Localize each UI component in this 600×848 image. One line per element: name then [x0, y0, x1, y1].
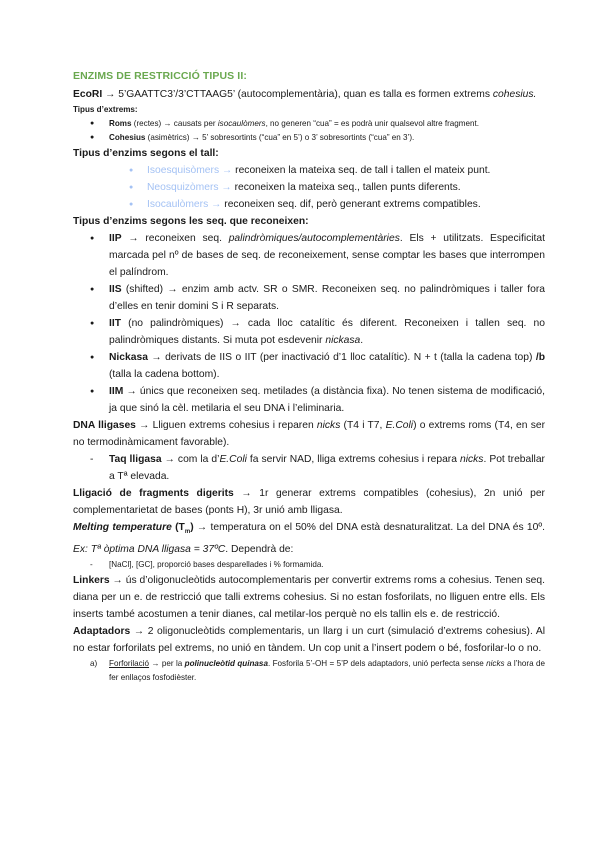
adaptadors-sublist: [73, 657, 545, 685]
page-title: ENZIMS DE RESTRICCIÓ TIPUS II:: [73, 70, 247, 82]
melting-paragraph: Melting temperature $(T_m)$ → temperatura on el 50% del DNA està desnaturalitzat. La del DNA és 10º. Ex: Tª òptima DNA lligasa = 37ºC. Dependrà de:: [73, 522, 545, 556]
seq-heading: Tipus d’enzims segons les seq. que reconeixen:: [73, 216, 309, 227]
list-item: ● Nickasa → derivats de IIS o IIT (per inactivació d’1 lloc catalític). N + t (talla la cadena top) /b (talla la cadena bottom).: [73, 349, 545, 383]
list-item: ● Roms (rectes) → causats per isocaulòmers, no generen “cua” = es podrà unir qualsevol altre fragment.: [73, 117, 545, 131]
list-item: ● IIT (no palindròmiques) → cada lloc catalític és diferent. Reconeixen i tallen seq. no palindròmiques distants. Si muta pot esdevenir nickasa.: [73, 315, 545, 349]
document-page: [73, 70, 545, 685]
lligacio-paragraph: Lligació de fragments digerits → 1r generar extrems compatibles (cohesius), 2n unió per complementarietat de bases (ponts H), 3r unió amb lligasa.: [73, 488, 545, 516]
lligases-paragraph: DNA lligases → Lliguen extrems cohesius i reparen nicks (T4 i T7, E.Coli) o extrems roms (T4, en ser no termodinàmicament favorable).: [73, 420, 545, 448]
linkers-paragraph: Linkers → ús d’oligonucleòtids autocomplementaris per convertir extrems roms a cohesius. Tenen seq. diana per un e. de restricció que talli extrems cohesius. Si no estan fosforilats, no lliguen entre ells. Els inserts també acostumen a tenir dianes, cal metilar-los perquè no els tallin els e. de restricció.: [73, 575, 545, 621]
tipus-extrems-list: [73, 117, 545, 145]
adaptadors-paragraph: Adaptadors → 2 oligonucleòtids complementaris, un llarg i un curt (simulació d’extrems cohesius). Al no estar forforilats pel extrems, no unió en tàndem. Un cop unit a l’insert podem o bé, fosforilar-lo o no.: [73, 626, 545, 655]
list-item: ● Cohesius (asimètrics) → 5’ sobresortints (“cua” en 5’) o 3’ sobresortints (“cua” en 3’).: [73, 131, 545, 145]
ecori-term: EcoRI: [73, 89, 103, 100]
list-item: ● IIS (shifted) → enzim amb actv. SR o SMR. Reconeixen seq. no palindròmiques i taller fora d’elles en tenir domini S i R separats.: [73, 281, 545, 315]
ecori-paragraph: [73, 86, 545, 103]
lligases-sublist: [73, 451, 545, 485]
seq-list: [73, 230, 545, 417]
list-item: ● Neosquizòmers → reconeixen la mateixa seq., tallen punts diferents.: [73, 179, 545, 196]
tall-list: [73, 162, 545, 213]
list-item: ● Isoesquisòmers → reconeixen la mateixa seq. de tall i tallen el mateix punt.: [73, 162, 545, 179]
tall-heading: Tipus d’enzims segons el tall:: [73, 148, 219, 159]
melting-sublist: [73, 558, 545, 572]
list-item: - Taq lligasa → com la d’E.Coli fa servir NAD, lliga extrems cohesius i repara nicks. Pot treballar a Tª elevada.: [73, 451, 545, 485]
ecori-cont: cohesius.: [492, 89, 537, 100]
tipus-extrems-heading: Tipus d’extrems:: [73, 105, 138, 114]
list-item: ● Isocaulòmers → reconeixen seq. dif, però generant extrems compatibles.: [73, 196, 545, 213]
list-item: a) Forforilació → per la polinucleòtid quinasa. Fosforila 5’-OH = 5’P dels adaptadors, unió perfecta sense nicks a l’hora de fer enllaços fosfodièster.: [90, 659, 545, 683]
list-item: ● IIM → únics que reconeixen seq. metilades (a distància fixa). No tenen sistema de modificació, ja que sinó la cèl. metilaria el seu DNA i l’eliminaria.: [73, 383, 545, 417]
list-item: - [NaCl], [GC], proporció bases desparellades i % formamida.: [73, 558, 545, 572]
list-item: ● IIP → reconeixen seq. palindròmiques/autocomplementàries. Els + utilitzats. Especificitat marcada pel nº de bases de seq. de reconeixement, sense comptar les bases que interrompen el palíndrom.: [73, 230, 545, 281]
ecori-text: → 5’GAATTC3’/3’CTTAAG5’ (autocomplementària), quan es talla es formen extrems: [105, 89, 490, 100]
